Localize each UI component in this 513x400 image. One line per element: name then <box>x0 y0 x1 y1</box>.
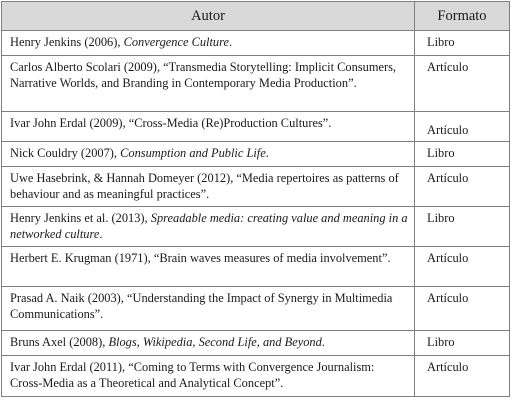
autor-header: Autor <box>2 2 415 31</box>
formato-cell: Libro <box>415 31 510 56</box>
formato-header: Formato <box>415 2 510 31</box>
table-row <box>2 247 510 287</box>
autor-cell: Nick Couldry (2007), Consumption and Public Life. <box>2 142 415 167</box>
work-title: Blogs, Wikipedia, Second Life, and Beyond <box>108 335 322 349</box>
table-row <box>2 207 510 247</box>
formato-cell: Artículo <box>415 56 510 112</box>
autor-cell: Carlos Alberto Scolari (2009), “Transmedia Storytelling: Implicit Consumers, Narrative Worlds, and Branding in Contemporary Media Production”. <box>2 56 415 112</box>
table-row <box>2 356 510 397</box>
autor-cell: Ivar John Erdal (2009), “Cross-Media (Re)Production Cultures”. <box>2 112 415 142</box>
formato-cell: Libro <box>415 331 510 356</box>
autor-cell: Henry Jenkins et al. (2013), Spreadable media: creating value and meaning in a networked culture. <box>2 207 415 247</box>
autor-cell: Ivar John Erdal (2011), “Coming to Terms with Convergence Journalism: Cross-Media as a Theoretical and Analytical Concept”. <box>2 356 415 397</box>
table-row <box>2 287 510 331</box>
formato-cell: Artículo <box>415 247 510 287</box>
table-row <box>2 112 510 142</box>
table-row <box>2 56 510 112</box>
autor-cell: Herbert E. Krugman (1971), “Brain waves measures of media involvement”. <box>2 247 415 287</box>
formato-cell: Artículo <box>415 356 510 397</box>
formato-cell: Libro <box>415 142 510 167</box>
formato-cell: Artículo <box>415 112 510 142</box>
formato-cell: Libro <box>415 207 510 247</box>
work-title: Convergence Culture <box>123 35 229 49</box>
formato-cell: Artículo <box>415 287 510 331</box>
header-row <box>2 2 510 31</box>
autor-cell: Uwe Hasebrink, & Hannah Domeyer (2012), “Media repertoires as patterns of behaviour and as meaningful practices”. <box>2 167 415 207</box>
table-row <box>2 142 510 167</box>
autor-cell: Prasad A. Naik (2003), “Understanding the Impact of Synergy in Multimedia Communications”. <box>2 287 415 331</box>
work-title: Spreadable media: creating value and meaning in a networked culture <box>10 211 408 241</box>
work-title: Consumption and Public Life <box>120 146 266 160</box>
table-row <box>2 31 510 56</box>
autor-cell: Henry Jenkins (2006), Convergence Culture. <box>2 31 415 56</box>
references-table <box>1 1 510 397</box>
table-row <box>2 167 510 207</box>
formato-cell: Artículo <box>415 167 510 207</box>
table-row <box>2 331 510 356</box>
autor-cell: Bruns Axel (2008), Blogs, Wikipedia, Second Life, and Beyond. <box>2 331 415 356</box>
